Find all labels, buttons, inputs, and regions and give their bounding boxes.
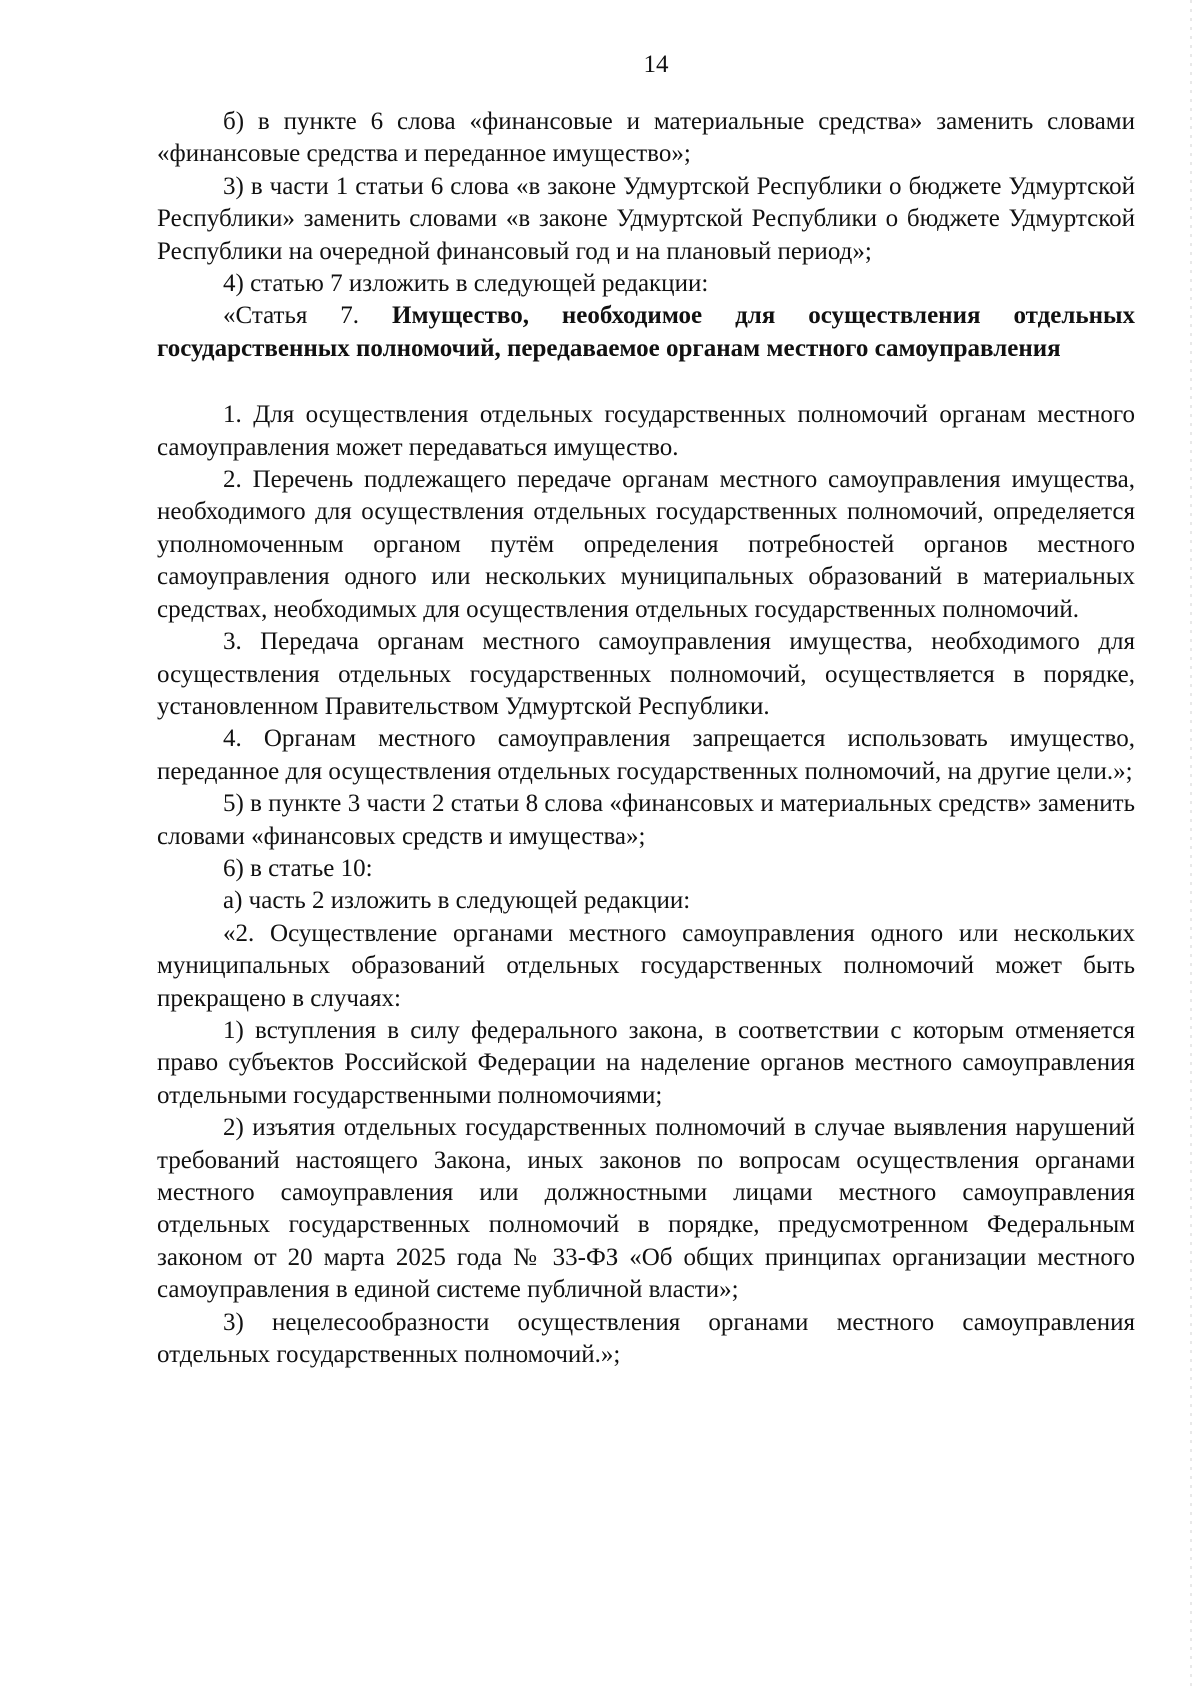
article-10-case-1: 1) вступления в силу федерального закона, в соответствии с которым отменяется право субъектов Российской Федерации на наделение органов местного самоуправления отдельными государственными полномочиями; <box>157 1016 1135 1109</box>
page-number: 14 <box>643 51 669 78</box>
article-7-part-4: 4. Органам местного самоуправления запрещается использовать имущество, переданное для осуществления отдельных государственных полномочий, на другие цели.»; <box>157 725 1135 785</box>
article-10-case-3: 3) нецелесообразности осуществления органами местного самоуправления отдельных государственных полномочий.»; <box>157 1308 1135 1369</box>
paragraph-b-point-6: б) в пункте 6 слова «финансовые и материальные средства» заменить словами «финансовые средства и переданное имущество»; <box>157 108 1135 168</box>
scan-edge-mark <box>1190 0 1192 1686</box>
article-7-heading <box>157 300 1135 365</box>
article-7-part-2: 2. Перечень подлежащего передаче органам местного самоуправления имущества, необходимого для осуществления отдельных государственных полномочий, определяется уполномоченным органом путём определения потребностей органов местного самоуправления одного или нескольких муниципальных образований в материальных средствах, необходимых для осуществления отдельных государственных полномочий. <box>157 466 1135 623</box>
article-7-prefix: «Статья 7. <box>223 302 393 330</box>
paragraph-4-article-7: 4) статью 7 изложить в следующей редакции: <box>223 270 709 298</box>
article-7-title: Имущество, необходимое для осуществления отдельных государственных полномочий, передаваемое органам местного самоуправления <box>157 302 1135 362</box>
paragraph-6-article-10: 6) в статье 10: <box>223 854 373 882</box>
paragraph-3-article-6: 3) в части 1 статьи 6 слова «в законе Удмуртской Республики о бюджете Удмуртской Республики» заменить словами «в законе Удмуртской Республики о бюджете Удмуртской Республики на очередной финансовый год и на плановый период»; <box>157 172 1135 265</box>
article-10-part-2-intro: «2. Осуществление органами местного самоуправления одного или нескольких муниципальных образований отдельных государственных полномочий может быть прекращено в случаях: <box>157 919 1135 1012</box>
paragraph-5-article-8: 5) в пункте 3 части 2 статьи 8 слова «финансовых и материальных средств» заменить словами «финансовых средств и имущества»; <box>157 790 1135 850</box>
document-page <box>157 48 1135 1371</box>
article-7-part-3: 3. Передача органам местного самоуправления имущества, необходимого для осуществления отдельных государственных полномочий, осуществляется в порядке, установленном Правительством Удмуртской Республики. <box>157 628 1135 720</box>
paragraph-a-part-2: а) часть 2 изложить в следующей редакции: <box>223 887 691 915</box>
article-7-part-1: 1. Для осуществления отдельных государственных полномочий органам местного самоуправления может передаваться имущество. <box>157 401 1135 461</box>
article-10-case-2: 2) изъятия отдельных государственных полномочий в случае выявления нарушений требований настоящего Закона, иных законов по вопросам осуществления органами местного самоуправления или должностными лицами местного самоуправления отдельных государственных полномочий в порядке, предусмотренном Федеральным законом от 20 марта 2025 года № 33-ФЗ «Об общих принципах организации местного самоуправления в единой системе публичной власти»; <box>157 1114 1135 1304</box>
